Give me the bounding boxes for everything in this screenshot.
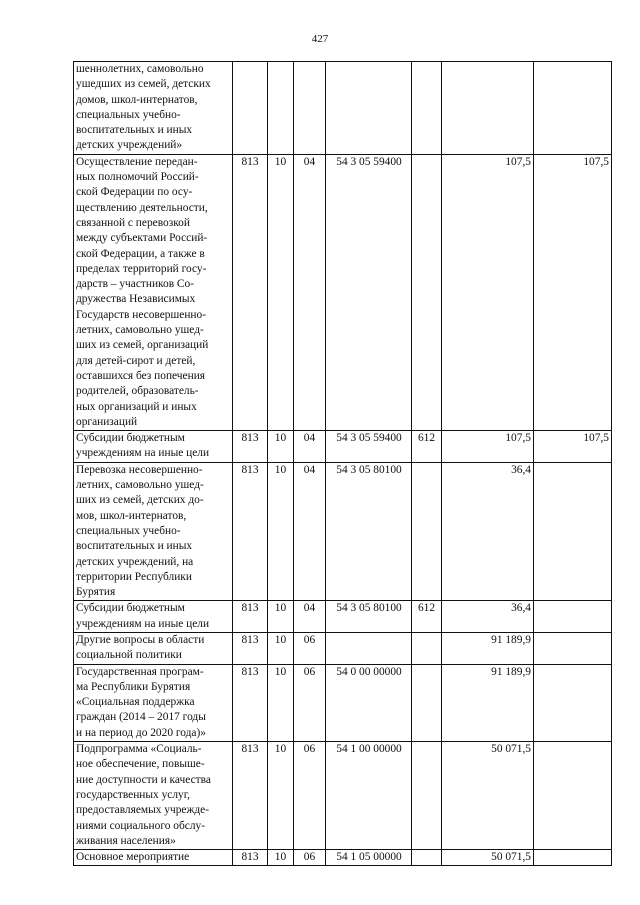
- amount-cell: 107,5: [442, 154, 534, 430]
- item-name-line: летних, самовольно ушед-: [76, 324, 204, 337]
- item-name-line: Осуществление передан-: [76, 155, 198, 168]
- target-article-cell: 54 3 05 59400: [326, 431, 412, 463]
- admin-code-cell: 813: [233, 632, 268, 664]
- item-name-cell: [74, 632, 233, 664]
- subsection-cell: 04: [294, 431, 326, 463]
- table-body: [74, 62, 612, 866]
- admin-code-cell: 813: [233, 664, 268, 741]
- subsection-cell: 06: [294, 742, 326, 850]
- target-article-cell: 54 3 05 80100: [326, 601, 412, 633]
- item-name-line: оставшихся без попечения: [76, 369, 206, 382]
- item-name-line: ской Федерации, а также в: [76, 247, 205, 260]
- section-cell: 10: [268, 850, 294, 866]
- subsection-cell: 06: [294, 664, 326, 741]
- table-row: [74, 154, 612, 430]
- item-name-line: живания населения»: [76, 834, 176, 847]
- amount-secondary-cell: [534, 62, 612, 155]
- item-name-line: социальной политики: [76, 649, 182, 662]
- item-name-line: и на период до 2020 года)»: [76, 726, 206, 739]
- section-cell: 10: [268, 431, 294, 463]
- target-article-cell: 54 0 00 00000: [326, 664, 412, 741]
- item-name-line: связанной с перевозкой: [76, 216, 190, 229]
- item-name-cell: [74, 664, 233, 741]
- subsection-cell: 04: [294, 462, 326, 601]
- amount-secondary-cell: [534, 632, 612, 664]
- table-row: [74, 742, 612, 850]
- amount-cell: 91 189,9: [442, 632, 534, 664]
- table-row: [74, 850, 612, 866]
- admin-code-cell: 813: [233, 601, 268, 633]
- item-name-line: специальных учебно-: [76, 524, 181, 537]
- section-cell: 10: [268, 601, 294, 633]
- admin-code-cell: [233, 62, 268, 155]
- target-article-cell: 54 1 05 00000: [326, 850, 412, 866]
- item-name-cell: [74, 62, 233, 155]
- admin-code-cell: 813: [233, 850, 268, 866]
- target-article-cell: [326, 62, 412, 155]
- item-name-line: дарств – участников Со-: [76, 278, 195, 291]
- section-cell: 10: [268, 154, 294, 430]
- subsection-cell: 04: [294, 154, 326, 430]
- table-row: [74, 62, 612, 155]
- item-name-line: родителей, образователь-: [76, 385, 199, 398]
- amount-secondary-cell: [534, 742, 612, 850]
- section-cell: 10: [268, 664, 294, 741]
- expense-type-cell: [412, 742, 442, 850]
- target-article-cell: 54 3 05 80100: [326, 462, 412, 601]
- expense-type-cell: 612: [412, 601, 442, 633]
- item-name-line: ших из семей, детских до-: [76, 494, 204, 507]
- table-row: [74, 431, 612, 463]
- item-name-line: воспитательных и иных: [76, 124, 193, 137]
- item-name-line: ществлению деятельности,: [76, 201, 208, 214]
- item-name-line: Основное мероприятие: [76, 851, 190, 864]
- admin-code-cell: 813: [233, 462, 268, 601]
- expense-type-cell: [412, 462, 442, 601]
- target-article-cell: 54 3 05 59400: [326, 154, 412, 430]
- amount-secondary-cell: 107,5: [534, 154, 612, 430]
- amount-cell: 36,4: [442, 462, 534, 601]
- item-name-line: между субъектами Россий-: [76, 232, 208, 245]
- item-name-line: летних, самовольно ушед-: [76, 479, 204, 492]
- item-name-line: ушедших из семей, детских: [76, 78, 211, 91]
- expense-type-cell: [412, 62, 442, 155]
- item-name-line: мов, школ-интернатов,: [76, 509, 187, 522]
- item-name-line: Подпрограмма «Социаль-: [76, 743, 202, 756]
- section-cell: [268, 62, 294, 155]
- table-row: [74, 664, 612, 741]
- subsection-cell: 06: [294, 850, 326, 866]
- amount-secondary-cell: 107,5: [534, 431, 612, 463]
- item-name-line: Государств несовершенно-: [76, 308, 207, 321]
- item-name-cell: [74, 154, 233, 430]
- item-name-line: Субсидии бюджетным: [76, 432, 185, 445]
- expense-type-cell: [412, 850, 442, 866]
- item-name-line: граждан (2014 – 2017 годы: [76, 711, 206, 724]
- item-name-line: для детей-сирот и детей,: [76, 354, 196, 367]
- target-article-cell: 54 1 00 00000: [326, 742, 412, 850]
- expense-type-cell: [412, 154, 442, 430]
- item-name-line: воспитательных и иных: [76, 540, 193, 553]
- subsection-cell: [294, 62, 326, 155]
- expense-type-cell: [412, 632, 442, 664]
- item-name-line: домов, школ-интернатов,: [76, 93, 198, 106]
- amount-secondary-cell: [534, 850, 612, 866]
- item-name-line: ма Республики Бурятия: [76, 680, 191, 693]
- amount-secondary-cell: [534, 664, 612, 741]
- item-name-line: ных организаций и иных: [76, 400, 197, 413]
- item-name-line: территории Республики: [76, 570, 192, 583]
- amount-cell: 50 071,5: [442, 850, 534, 866]
- admin-code-cell: 813: [233, 431, 268, 463]
- item-name-cell: [74, 601, 233, 633]
- item-name-line: ской Федерации по осу-: [76, 186, 193, 199]
- expense-type-cell: [412, 664, 442, 741]
- item-name-line: ших из семей, организаций: [76, 339, 209, 352]
- item-name-line: Перевозка несовершенно-: [76, 463, 203, 476]
- page-number: 427: [311, 33, 329, 45]
- amount-cell: 91 189,9: [442, 664, 534, 741]
- item-name-line: детских учреждений»: [76, 139, 183, 152]
- item-name-line: специальных учебно-: [76, 108, 181, 121]
- admin-code-cell: 813: [233, 154, 268, 430]
- item-name-cell: [74, 462, 233, 601]
- item-name-line: дружества Независимых: [76, 293, 196, 306]
- item-name-line: «Социальная поддержка: [76, 696, 195, 709]
- amount-secondary-cell: [534, 462, 612, 601]
- item-name-line: организаций: [76, 415, 138, 428]
- item-name-line: ное обеспечение, повыше-: [76, 758, 205, 771]
- item-name-line: Государственная програм-: [76, 665, 204, 678]
- item-name-line: Субсидии бюджетным: [76, 602, 185, 615]
- amount-cell: 36,4: [442, 601, 534, 633]
- section-cell: 10: [268, 632, 294, 664]
- item-name-line: ние доступности и качества: [76, 773, 211, 786]
- item-name-line: учреждениям на иные цели: [76, 617, 210, 630]
- section-cell: 10: [268, 742, 294, 850]
- item-name-cell: [74, 742, 233, 850]
- item-name-cell: [74, 431, 233, 463]
- table-row: [74, 462, 612, 601]
- subsection-cell: 04: [294, 601, 326, 633]
- item-name-line: детских учреждений, на: [76, 555, 194, 568]
- target-article-cell: [326, 632, 412, 664]
- item-name-line: пределах территорий госу-: [76, 262, 207, 275]
- admin-code-cell: 813: [233, 742, 268, 850]
- item-name-line: Бурятия: [76, 586, 116, 599]
- table-row: [74, 601, 612, 633]
- subsection-cell: 06: [294, 632, 326, 664]
- item-name-line: учреждениям на иные цели: [76, 447, 210, 460]
- item-name-line: ных полномочий Россий-: [76, 171, 199, 184]
- expense-type-cell: 612: [412, 431, 442, 463]
- item-name-line: шеннолетних, самовольно: [76, 63, 204, 75]
- item-name-cell: [74, 850, 233, 866]
- table-row: [74, 632, 612, 664]
- item-name-line: государственных услуг,: [76, 788, 190, 801]
- item-name-line: Другие вопросы в области: [76, 633, 205, 646]
- amount-cell: [442, 62, 534, 155]
- amount-cell: 107,5: [442, 431, 534, 463]
- item-name-line: предоставляемых учрежде-: [76, 804, 210, 817]
- amount-cell: 50 071,5: [442, 742, 534, 850]
- item-name-line: ниями социального обслу-: [76, 819, 206, 832]
- section-cell: 10: [268, 462, 294, 601]
- budget-table: [73, 61, 612, 866]
- amount-secondary-cell: [534, 601, 612, 633]
